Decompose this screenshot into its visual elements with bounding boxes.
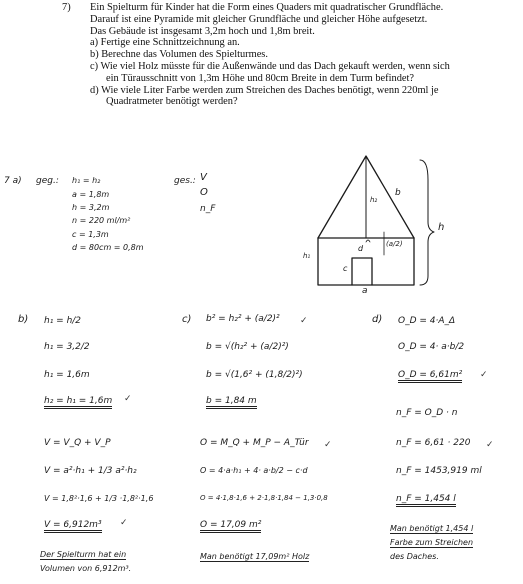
calc-line: h₁ = 3,2/2 [44,342,90,352]
calc-line: n_F = 1453,919 ml [396,466,482,476]
calc-line: n_F = O_D · n [396,408,458,418]
task-line: d) Wie viele Liter Farbe werden zum Streichen des Daches benötigt, wenn 220ml je [90,84,439,96]
calc-result: n_F = 1,454 l [396,494,456,507]
answer-line: Man benötigt 1,454 l [390,524,474,533]
calc-line: V = a²·h₁ + 1/3 a²·h₂ [44,466,137,476]
calc-line: O_D = 4· a·b/2 [398,342,465,352]
part-a-label: 7 a) [4,176,22,186]
answer-line: Farbe zum Streichen [390,538,474,547]
sketch-label-a: a [362,286,368,296]
given-value: n = 220 ml/m² [72,216,131,225]
sketch-label-h: h [438,222,445,233]
sketch-label-d: d [358,244,364,253]
height-brace [420,160,434,285]
answer-line: Der Spielturm hat ein [40,550,127,559]
given-value: a = 1,8m [72,190,110,199]
door-outline [352,258,372,285]
calc-line: O_D = 4·A_Δ [398,316,456,326]
part-c-label: c) [182,314,192,325]
calc-line: b = √(h₂² + (a/2)²) [206,342,289,352]
sketch-label-b: b [395,188,401,198]
calc-line: V = V_Q + V_P [44,438,111,448]
calc-line: O = 4·a·h₁ + 4· a·b/2 − c·d [200,466,308,475]
task-line: Das Gebäude ist insgesamt 3,2m hoch und 1,8m breit. [90,25,315,37]
calc-result: O_D = 6,61m² [398,370,462,383]
sketch-label-half-a: (a/2) [386,240,403,248]
task-line: ein Türausschnitt von 1,3m Höhe und 80cm Breite in dem Turm befindet? [106,72,415,84]
wanted-value: O [200,187,208,198]
calc-result: b = 1,84 m [206,396,257,409]
wanted-label: ges.: [174,176,196,186]
answer-line: Man benötigt 17,09m² Holz [200,552,310,561]
calc-line: b² = h₂² + (a/2)² [206,314,280,324]
given-value: c = 1,3m [72,230,109,239]
calc-line: h₁ = 1,6m [44,370,90,380]
calc-line: n_F = 6,61 · 220 [396,438,471,448]
calc-line: O = M_Q + M_P − A_Tür [200,438,309,448]
sketch-label-h1: h₁ [303,252,311,260]
task-line: Darauf ist eine Pyramide mit gleicher Grundfläche und gleicher Höhe aufgesetzt. [90,13,428,25]
given-label: geg.: [36,176,59,186]
calc-result: h₂ = h₁ = 1,6m [44,396,112,409]
sketch-label-c: c [343,264,348,273]
part-b-label: b) [18,314,29,325]
sketch-label-h2: h₂ [370,196,378,204]
task-line: b) Berechne das Volumen des Spielturmes. [90,49,268,61]
calc-line: V = 1,8²·1,6 + 1/3 ·1,8²·1,6 [44,494,154,503]
task-line: Ein Spielturm für Kinder hat die Form eines Quaders mit quadratischer Grundfläche. [90,2,444,13]
calc-line: O = 4·1,8·1,6 + 2·1,8·1,84 − 1,3·0,8 [200,494,328,502]
answer-line: des Daches. [390,552,439,561]
calc-result: O = 17,09 m² [200,520,261,533]
task-line: a) Fertige eine Schnittzeichnung an. [90,37,240,49]
calc-line: b = √(1,6² + (1,8/2)²) [206,370,303,380]
wanted-value: n_F [200,204,216,214]
part-d-label: d) [372,314,383,325]
given-value: d = 80cm = 0,8m [72,243,144,252]
worksheet-page: 7) Ein Spielturm für Kinder hat die Form eines Quaders mit quadratischer Grundfläche. Darauf ist eine Pyramide mit gleicher Grundfläche und gleicher Höhe aufgesetzt. Das Gebäude ist insgesamt 3,2m hoch und 1,8m breit. a) Fertige eine Schnittzeichnung an. b) Berechne das Volumen des Spielturmes. c) Wie viel Holz müsste für die Außenwände und das Dach gekauft werden, wenn sich ein Türausschnitt von 1,3m Höhe und 80cm Breite in dem Turm befindet? d) Wie viele Liter Farbe werden zum Streichen des Daches benötigt, wenn 220ml je Quadratmeter benötigt werden? 7 a) geg.: h₁ = h₂ a = 1,8m h = 3,2m n = 220 ml/m² c = 1,3m d = 80cm = 0,8m ges.: V O n_F b h₂ h h₁ d (a/2) c a b) h₁ = h/2 h₁ = 3,2/2 h₁ = 1,6m h₂ = h₁ = 1,6m ✓ V = V_Q + V_P V = a²·h₁ + 1/3 a²·h₂ V = 1,8²·1,6 + 1/3 ·1,8²·1,6 V = 6,912m³ ✓ Der Spielturm hat ein Volumen von 6,912m³. c) b² = h₂² + (a/2)² b = √(h₂² + (a/2)²) b = √(1,6² + (1,8/2)²) b = 1,84 m ✓ O = M_Q + M_P − A_Tür O = 4·a·h₁ + 4· a·b/2 − c·d O = 4·1,8·1,6 + 2·1,8·1,84 − 1,3·0,8 O = 17,09 m² ✓ Man benötigt 17,09m² Holz d) O_D = 4·A_Δ O_D = 4· a·b/2 O_D = 6,61m² ✓ n_F = O_D · n n_F = 6,61 · 220 n_F = 1453,919 ml n_F = 1,454 l ✓ Man benötigt 1,454 l Farbe zum Streichen des Daches. [0,0,523,584]
given-value: h = 3,2m [72,203,110,212]
task-line: c) Wie viel Holz müsste für die Außenwände und das Dach gekauft werden, wenn sich [90,60,450,72]
task-number: 7) [62,2,71,13]
calc-line: h₁ = h/2 [44,316,82,326]
task-line: Quadratmeter benötigt werden? [106,96,238,108]
wanted-value: V [200,172,207,183]
given-value: h₁ = h₂ [72,176,101,185]
answer-line: Volumen von 6,912m³. [40,564,132,573]
calc-result: V = 6,912m³ [44,520,102,533]
